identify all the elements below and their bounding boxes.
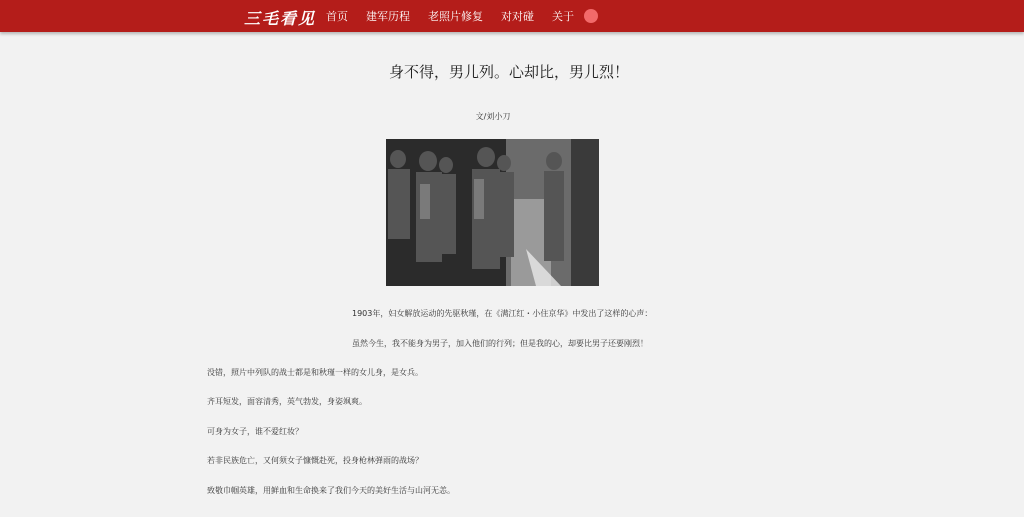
paragraph-7: 致敬巾帼英雄，用鲜血和生命换来了我们今天的美好生活与山河无恙。 — [207, 486, 455, 495]
paragraph-6: 若非民族危亡，又何须女子慷慨赴死，投身枪林弹雨的战场？ — [207, 456, 423, 465]
user-avatar-icon[interactable] — [584, 9, 598, 23]
paragraph-3: 没错，照片中列队的战士都是和秋瑾一样的女儿身，是女兵。 — [207, 368, 423, 377]
paragraph-2: 虽然今生，我不能身为男子，加入他们的行列；但是我的心，却要比男子还要刚烈！ — [352, 339, 648, 348]
article-title: 身不得，男儿列。心却比，男儿烈！ — [388, 63, 629, 81]
top-navigation-bar — [0, 0, 1024, 32]
nav-about[interactable]: 关于 — [552, 10, 574, 23]
nav-army-history[interactable]: 建军历程 — [366, 10, 410, 23]
soldiers-photo — [386, 139, 599, 286]
black-and-white-soldiers-photo-icon — [386, 139, 599, 286]
nav-home[interactable]: 首页 — [326, 10, 348, 23]
nav-photo-restoration[interactable]: 老照片修复 — [428, 10, 483, 23]
paragraph-4: 齐耳短发，面容清秀，英气勃发，身姿飒爽。 — [207, 397, 367, 406]
site-logo[interactable]: 三毛看见 — [244, 9, 317, 28]
main-nav — [326, 0, 598, 32]
nav-compare[interactable]: 对对碰 — [501, 10, 534, 23]
article-author: 文/刘小刀 — [475, 112, 511, 121]
paragraph-5: 可身为女子，谁不爱红妆？ — [207, 427, 303, 436]
paragraph-1: 1903年，妇女解放运动的先驱秋瑾，在《满江红・小住京华》中发出了这样的心声： — [352, 309, 653, 318]
